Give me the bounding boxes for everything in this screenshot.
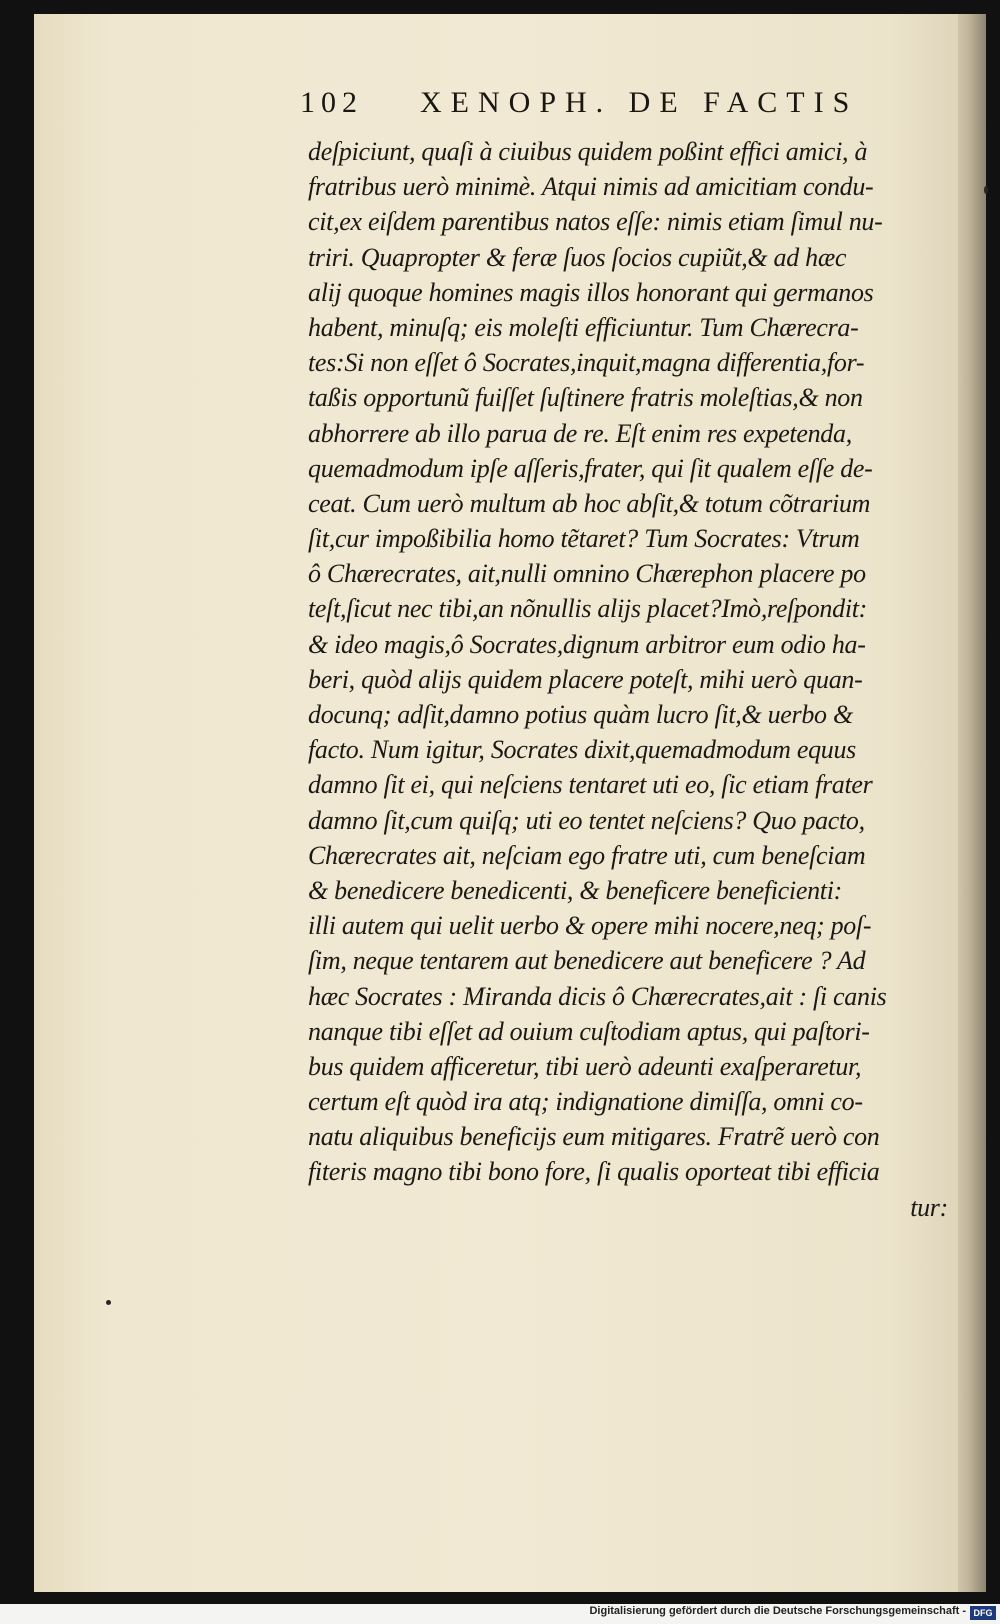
text-line: natu aliquibus beneficijs eum mitigares. Fratrẽ uerò con xyxy=(308,1122,880,1152)
margin-mark xyxy=(984,186,988,194)
text-line: fratribus uerò minimè. Atqui nimis ad amicitiam condu- xyxy=(308,172,874,202)
text-line: facto. Num igitur, Socrates dixit,quemadmodum equus xyxy=(308,735,856,765)
text-line: alij quoque homines magis illos honorant qui germanos xyxy=(308,277,874,307)
text-line: Chærecrates ait, neſciam ego fratre uti, cum beneſciam xyxy=(308,840,866,870)
text-line: taßis opportunũ fuiſſet ſuſtinere fratris moleſtias,& non xyxy=(308,383,863,413)
body-text xyxy=(308,134,958,1225)
page-number: 102 xyxy=(300,86,363,119)
digitization-credit: Digitalisierung gefördert durch die Deutsche Forschungsgemeinschaft - xyxy=(589,1605,966,1617)
page-header xyxy=(300,86,860,130)
scanner-frame-bottom xyxy=(0,1592,1000,1604)
text-line: abhorrere ab illo parua de re. Eſt enim res expetenda, xyxy=(308,418,852,448)
text-line: hæc Socrates : Miranda dicis ô Chærecrates,ait : ſi canis xyxy=(308,981,887,1011)
scanner-frame-left xyxy=(0,0,34,1604)
text-line: quemadmodum ipſe aſſeris,frater, qui ſit qualem eſſe de- xyxy=(308,453,873,483)
text-line: ceat. Cum uerò multum ab hoc abſit,& totum cõtrarium xyxy=(308,488,871,518)
scanner-frame-top xyxy=(0,0,1000,14)
text-line: damno ſit,cum quiſq; uti eo tentet neſciens? Quo pacto, xyxy=(308,805,865,835)
ink-speck xyxy=(106,1300,111,1305)
text-line: teſt,ſicut nec tibi,an nõnullis alijs placet?Imò,reſpondit: xyxy=(308,594,868,624)
text-line: docunq; adſit,damno potius quàm lucro ſit,& uerbo & xyxy=(308,700,853,729)
text-line: certum eſt quòd ira atq; indignatione dimiſſa, omni co- xyxy=(308,1087,863,1117)
text-line: fiteris magno tibi bono fore, ſi qualis oporteat tibi efficia xyxy=(308,1157,880,1187)
text-line: tur: xyxy=(910,1192,948,1222)
dfg-logo: DFG xyxy=(970,1606,996,1620)
scanner-frame-right xyxy=(986,0,1000,1604)
text-line: ſit,cur impoßibilia homo tẽtaret? Tum Socrates: Vtrum xyxy=(308,524,860,554)
text-line: triri. Quapropter & feræ ſuos ſocios cupiũt,& ad hæc xyxy=(308,242,847,272)
text-line: ſim, neque tentarem aut benedicere aut beneficere ? Ad xyxy=(308,946,866,976)
text-line: bus quidem afficeretur, tibi uerò adeunti exaſperaretur, xyxy=(308,1051,862,1081)
text-line: damno ſit ei, qui neſciens tentaret uti eo, ſic etiam frater xyxy=(308,770,873,800)
page-edge-strip xyxy=(958,14,986,1592)
text-line: habent, minuſq; eis moleſti efficiuntur. Tum Chærecra- xyxy=(308,312,859,342)
footer-bar xyxy=(0,1604,1000,1624)
running-title: XENOPH. DE FACTIS xyxy=(420,86,859,119)
text-line: tes:Si non eſſet ô Socrates,inquit,magna differentia,for- xyxy=(308,348,865,378)
text-line: ô Chærecrates, ait,nulli omnino Chærephon placere po xyxy=(308,559,866,589)
text-line: deſpiciunt, quaſi à ciuibus quidem poßint effici amici, à xyxy=(308,137,868,166)
text-line: & ideo magis,ô Socrates,dignum arbitror eum odio ha- xyxy=(308,629,866,659)
text-line: cit,ex eiſdem parentibus natos eſſe: nimis etiam ſimul nu- xyxy=(308,207,883,237)
text-line: illi autem qui uelit uerbo & opere mihi nocere,neq; poſ- xyxy=(308,911,872,941)
text-line: & benedicere benedicenti, & beneficere beneficienti: xyxy=(308,875,842,905)
text-line: nanque tibi eſſet ad ouium cuſtodiam aptus, qui paſtori- xyxy=(308,1016,870,1046)
text-line: beri, quòd alijs quidem placere poteſt, mihi uerò quan- xyxy=(308,664,863,694)
